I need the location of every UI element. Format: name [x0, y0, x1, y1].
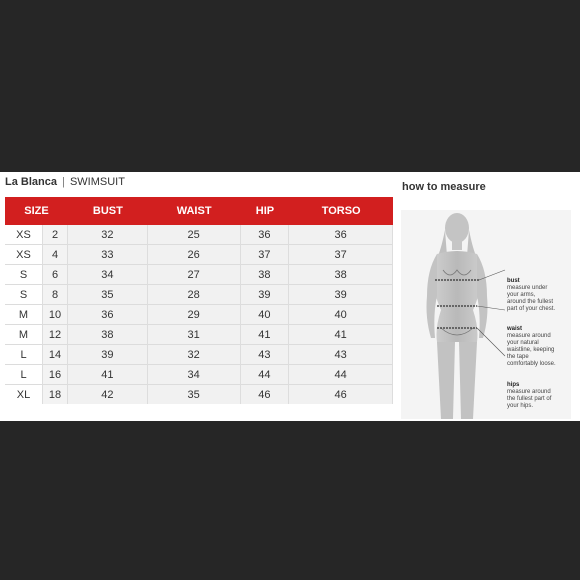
bust-cell: 38 [68, 325, 148, 345]
numeric-size-cell: 14 [42, 345, 68, 365]
table-row [5, 225, 393, 245]
hip-cell: 40 [241, 305, 290, 325]
bust-cell: 34 [68, 265, 148, 285]
note-waist-line: the tape [507, 354, 529, 360]
waist-cell: 28 [148, 285, 241, 305]
note-bust-line: around the fullest [507, 299, 554, 305]
hip-cell: 41 [241, 325, 290, 345]
torso-cell: 43 [289, 345, 393, 365]
table-header-row [5, 197, 393, 225]
header-hip: HIP [241, 197, 290, 225]
numeric-size-cell: 6 [42, 265, 68, 285]
torso-cell: 37 [289, 245, 393, 265]
note-waist-line: comfortably loose. [507, 361, 556, 367]
waist-cell: 26 [148, 245, 241, 265]
note-waist-line: measure around [507, 333, 551, 339]
torso-cell: 39 [289, 285, 393, 305]
torso-cell: 44 [289, 365, 393, 385]
waist-cell: 29 [148, 305, 241, 325]
size-chart-panel [0, 172, 580, 421]
hip-cell: 43 [241, 345, 290, 365]
size-chart-table [5, 197, 393, 404]
waist-cell: 27 [148, 265, 241, 285]
note-waist-line: waistline, keeping [507, 347, 555, 353]
hip-cell: 46 [241, 385, 290, 404]
torso-cell: 41 [289, 325, 393, 345]
bust-cell: 42 [68, 385, 148, 404]
table-row [5, 345, 393, 365]
note-bust-line: measure under [507, 285, 548, 291]
numeric-size-cell: 8 [42, 285, 68, 305]
hip-cell: 37 [241, 245, 290, 265]
table-row [5, 325, 393, 345]
brand-separator: | [62, 176, 65, 188]
waist-cell: 34 [148, 365, 241, 385]
table-row [5, 385, 393, 404]
hip-cell: 44 [241, 365, 290, 385]
torso-cell: 36 [289, 225, 393, 245]
torso-cell: 40 [289, 305, 393, 325]
note-bust-line: your arms, [507, 292, 536, 298]
table-row [5, 365, 393, 385]
brand-category: SWIMSUIT [69, 176, 125, 188]
size-cell: S [5, 265, 42, 285]
measure-figure [401, 210, 571, 419]
waist-cell: 25 [148, 225, 241, 245]
header-size: SIZE [5, 197, 68, 225]
waist-cell: 35 [148, 385, 241, 404]
hip-cell: 38 [241, 265, 290, 285]
size-cell: L [5, 365, 42, 385]
note-hips-line: measure around [507, 389, 551, 395]
how-to-measure-title: how to measure [402, 181, 486, 193]
note-hips-title: hips [507, 382, 520, 388]
hip-cell: 39 [241, 285, 290, 305]
size-cell: S [5, 285, 42, 305]
size-cell: M [5, 305, 42, 325]
table-row [5, 245, 393, 265]
size-cell: L [5, 345, 42, 365]
size-cell: XS [5, 225, 42, 245]
torso-cell: 38 [289, 265, 393, 285]
numeric-size-cell: 18 [42, 385, 68, 404]
header-waist: WAIST [148, 197, 241, 225]
note-bust-title: bust [507, 278, 520, 284]
bust-cell: 35 [68, 285, 148, 305]
size-cell: XL [16, 388, 31, 401]
table-row [5, 285, 393, 305]
torso-cell: 46 [289, 385, 393, 404]
numeric-size-cell: 2 [42, 225, 68, 245]
bust-cell: 39 [68, 345, 148, 365]
brand-line [5, 176, 125, 188]
note-bust-line: part of your chest. [507, 306, 556, 312]
bust-cell: 32 [68, 225, 148, 245]
header-bust: BUST [68, 197, 148, 225]
note-hips-line: your hips. [507, 403, 534, 409]
numeric-size-cell: 16 [42, 365, 68, 385]
note-hips [507, 382, 551, 410]
note-hips-line: the fullest part of [507, 396, 552, 402]
bust-cell: 33 [68, 245, 148, 265]
numeric-size-cell: 4 [42, 245, 68, 265]
table-row [5, 305, 393, 325]
bust-cell: 41 [68, 365, 148, 385]
header-torso: TORSO [289, 197, 393, 225]
note-waist-line: your natural [507, 340, 539, 346]
bust-cell: 36 [68, 305, 148, 325]
size-cell: XS [5, 245, 42, 265]
waist-cell: 31 [148, 325, 241, 345]
note-waist [507, 326, 556, 368]
numeric-size-cell: 12 [42, 325, 68, 345]
note-bust [507, 278, 555, 313]
table-row [5, 265, 393, 285]
size-cell: M [5, 325, 42, 345]
numeric-size-cell: 10 [42, 305, 68, 325]
brand-name: La Blanca [5, 176, 57, 188]
hip-cell: 36 [241, 225, 290, 245]
waist-cell: 32 [148, 345, 241, 365]
note-waist-title: waist [507, 326, 523, 332]
